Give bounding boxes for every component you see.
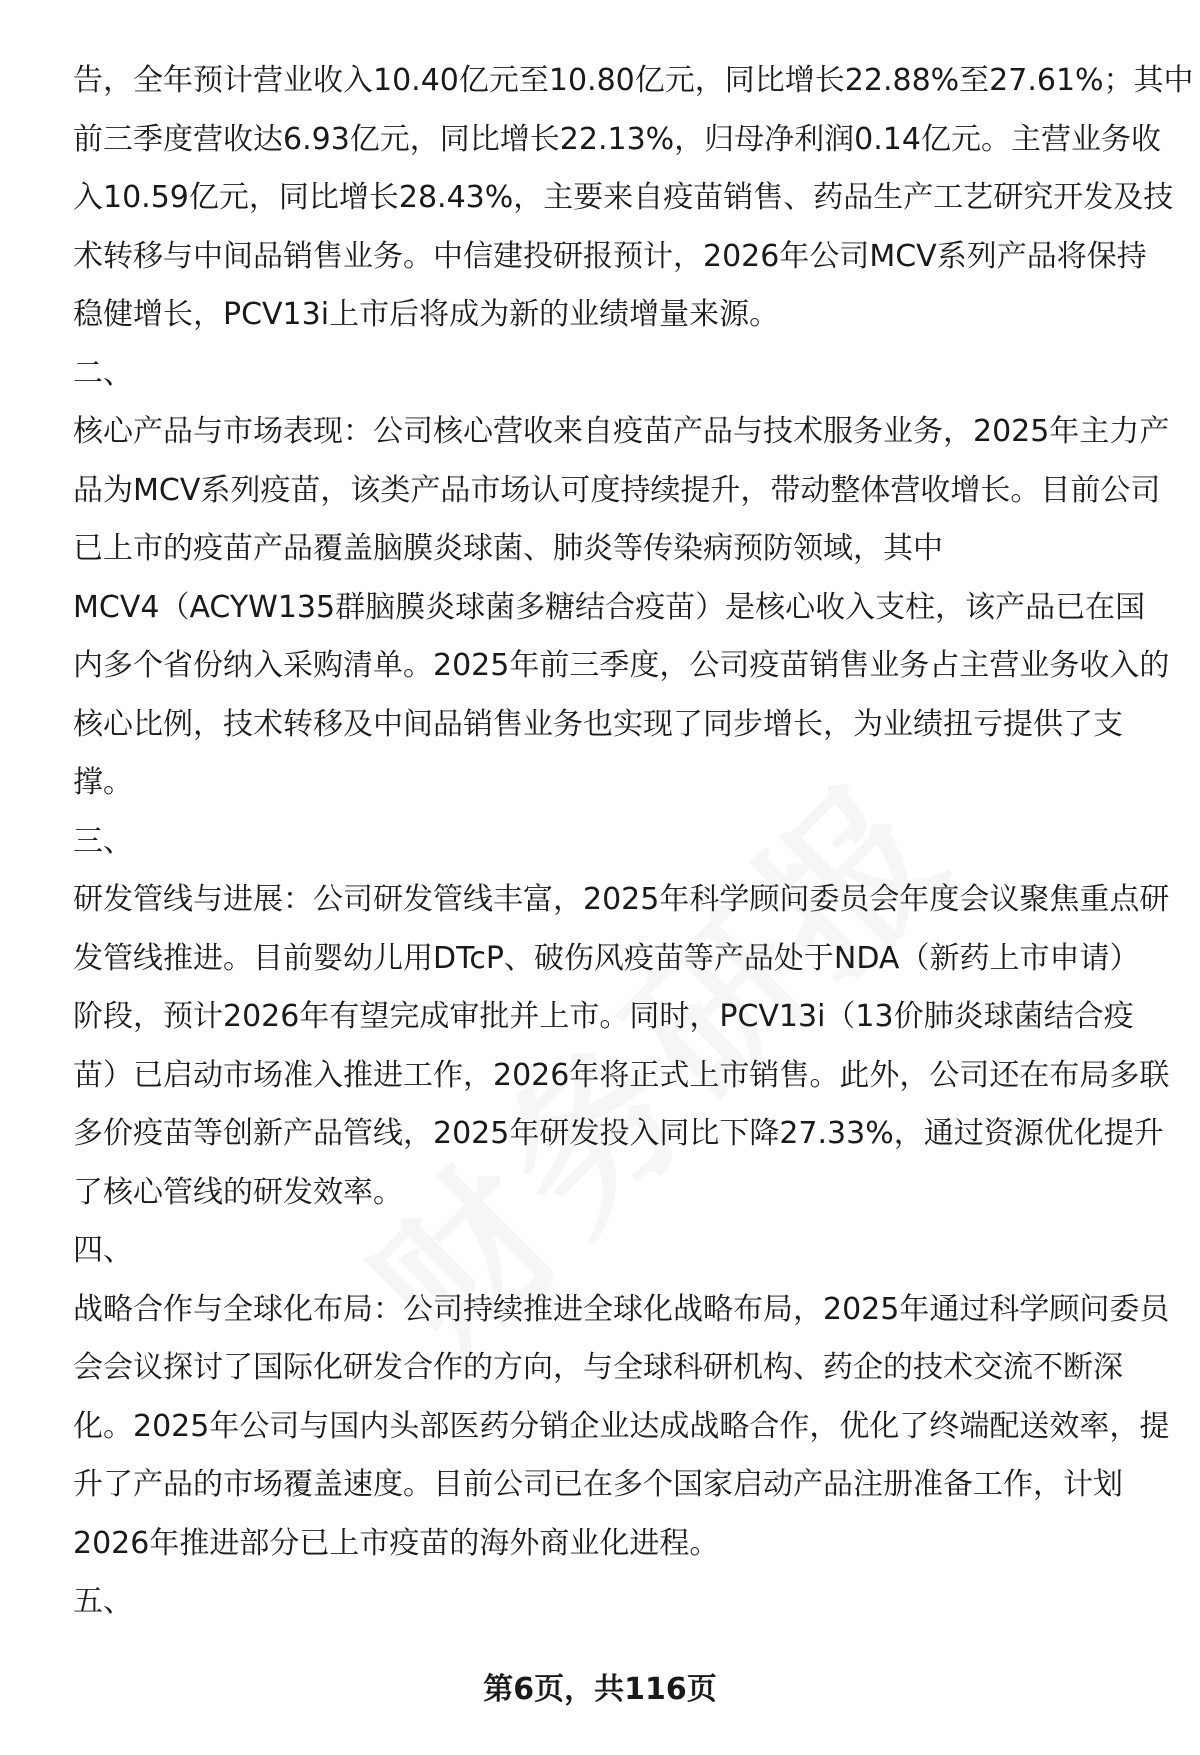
- text-line: 化。2025年公司与国内头部医药分销企业达成战略合作，优化了终端配送效率，提: [73, 1408, 1170, 1444]
- text-line: 战略合作与全球化布局：公司持续推进全球化战略布局，2025年通过科学顾问委员: [73, 1291, 1170, 1327]
- text-line: 核心比例，技术转移及中间品销售业务也实现了同步增长，为业绩扭亏提供了支: [73, 706, 1123, 742]
- text-line: MCV4（ACYW135群脑膜炎球菌多糖结合疫苗）是核心收入支柱，该产品已在国: [73, 589, 1146, 625]
- text-line: 2026年推进部分已上市疫苗的海外商业化进程。: [73, 1525, 720, 1561]
- text-line: 告，全年预计营业收入10.40亿元至10.80亿元，同比增长22.88%至27.61%；其中: [73, 63, 1194, 98]
- text-line: 稳健增长，PCV13i上市后将成为新的业绩增量来源。: [73, 297, 780, 332]
- text-line: 多价疫苗等创新产品管线，2025年研发投入同比下降27.33%，通过资源优化提升: [73, 1116, 1164, 1151]
- text-line: 发管线推进。目前婴幼儿用DTcP、破伤风疫苗等产品处于NDA（新药上市申请）: [73, 940, 1140, 976]
- text-line: 了核心管线的研发效率。: [73, 1174, 403, 1210]
- text-line: 入10.59亿元，同比增长28.43%，主要来自疫苗销售、药品生产工艺研究开发及技: [73, 180, 1174, 215]
- text-line: 会会议探讨了国际化研发合作的方向，与全球科研机构、药企的技术交流不断深: [73, 1350, 1123, 1385]
- text-line: 品为MCV系列疫苗，该类产品市场认可度持续提升，带动整体营收增长。目前公司: [73, 472, 1161, 508]
- section-heading-4: 四、: [73, 1233, 133, 1268]
- page-number: 第6页，共116页: [483, 1672, 717, 1707]
- text-line: 核心产品与市场表现：公司核心营收来自疫苗产品与技术服务业务，2025年主力产: [73, 414, 1170, 449]
- text-line: 术转移与中间品销售业务。中信建投研报预计，2026年公司MCV系列产品将保持: [73, 238, 1147, 274]
- text-line: 内多个省份纳入采购清单。2025年前三季度，公司疫苗销售业务占主营业务收入的: [73, 648, 1170, 683]
- section-heading-2: 二、: [73, 355, 133, 391]
- text-line: 苗）已启动市场准入推进工作，2026年将正式上市销售。此外，公司还在布局多联: [73, 1057, 1170, 1093]
- text-line: 升了产品的市场覆盖速度。目前公司已在多个国家启动产品注册准备工作，计划: [73, 1467, 1123, 1502]
- text-line: 研发管线与进展：公司研发管线丰富，2025年科学顾问委员会年度会议聚焦重点研: [73, 882, 1170, 917]
- section-heading-5: 五、: [73, 1584, 133, 1619]
- text-line: 前三季度营收达6.93亿元，同比增长22.13%，归母净利润0.14亿元。主营业务收: [73, 121, 1161, 157]
- text-line: 阶段，预计2026年有望完成审批并上市。同时，PCV13i（13价肺炎球菌结合疫: [73, 999, 1134, 1034]
- text-line: 撑。: [73, 765, 133, 800]
- text-line: 已上市的疫苗产品覆盖脑膜炎球菌、肺炎等传染病预防领域，其中: [73, 531, 943, 566]
- section-heading-3: 三、: [73, 823, 133, 859]
- document-body: [73, 52, 1194, 1632]
